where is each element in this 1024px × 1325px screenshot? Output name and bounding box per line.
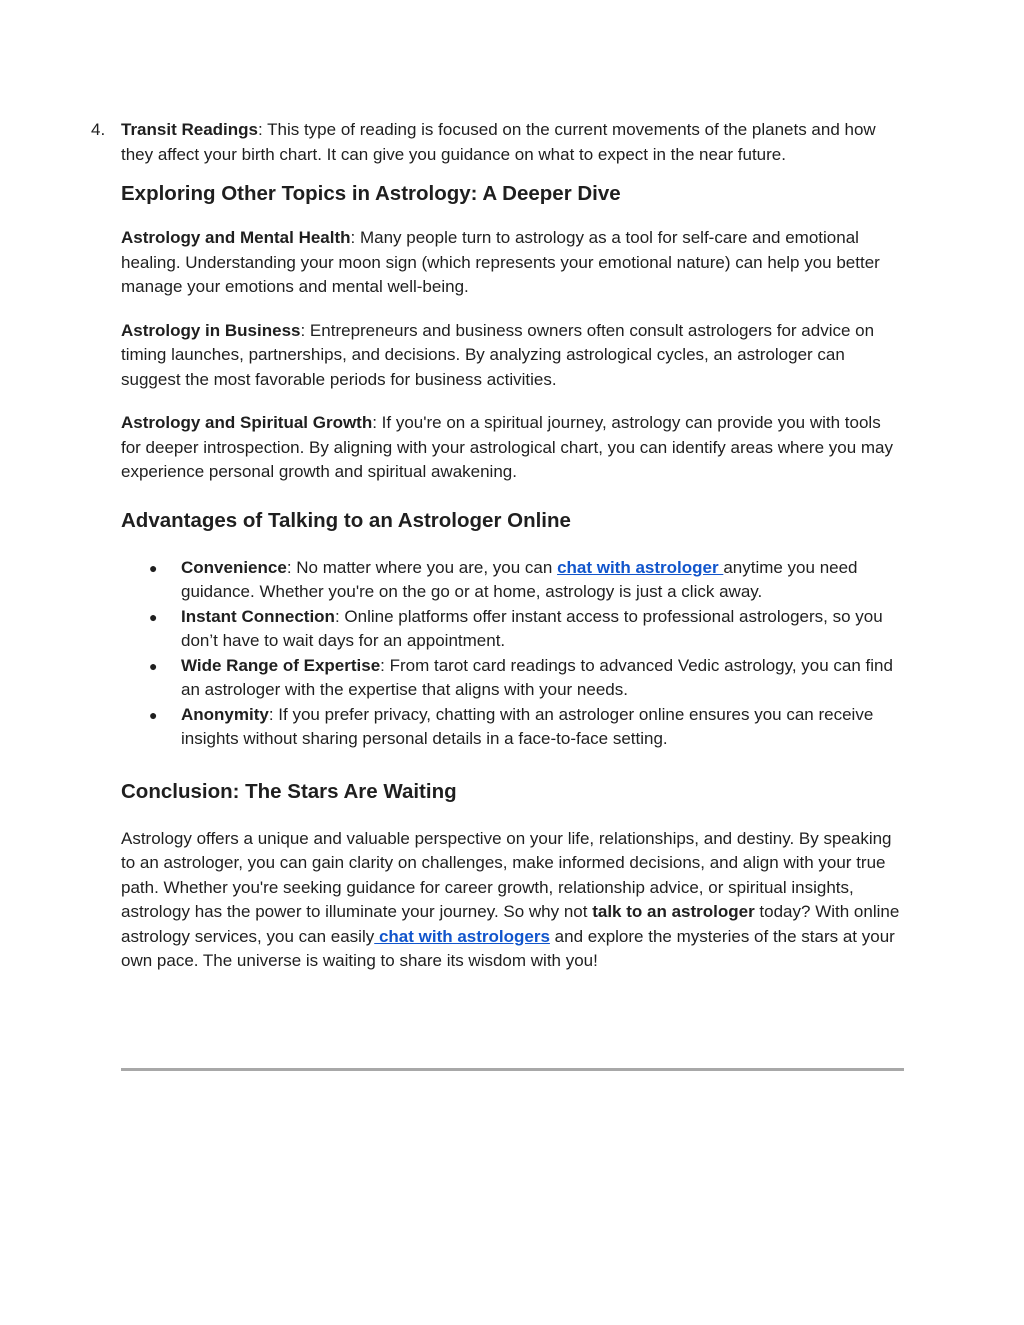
list-item-wide-range: [121, 654, 905, 703]
item-text: : No matter where you are, you can: [286, 557, 558, 577]
horizontal-divider: [121, 1068, 904, 1071]
bullet-icon: ●: [149, 559, 158, 576]
item-text: : This type of reading is focused on the current movements of the planets and how they affect your birth chart. It can give you guidance on what to expect in the near future.: [121, 120, 876, 164]
item-title: Instant Connection: [181, 606, 335, 626]
paragraph-spiritual-growth: [121, 411, 905, 485]
paragraph-mental-health: [121, 226, 905, 300]
paragraph-business: [121, 319, 905, 393]
paragraph-title: Astrology and Mental Health: [121, 228, 351, 247]
paragraph-text: today? With online astrology services, you can easily: [121, 902, 900, 946]
list-item-convenience: [121, 556, 905, 605]
list-item-anonymity: [121, 703, 905, 752]
item-text: : From tarot card readings to advanced Vedic astrology, you can find an astrologer with the expertise that aligns with your needs.: [181, 655, 893, 699]
paragraph-text: Astrology offers a unique and valuable perspective on your life, relationships, and destiny. By speaking to an astrologer, you can gain clarity on challenges, make informed decisions, and align with your true path. Whether you're seeking guidance for career growth, relationship advice, or spiritual insights, astrology has the power to illuminate your journey. So why not: [121, 828, 892, 921]
item-text: : Online platforms offer instant access to professional astrologers, so you don’t have to wait days for an appointment.: [181, 606, 883, 650]
item-title: Wide Range of Expertise: [181, 655, 381, 675]
bullet-icon: ●: [149, 657, 158, 674]
paragraph-conclusion: [121, 827, 905, 974]
paragraph-text: : Many people turn to astrology as a tool for self-care and emotional healing. Understanding your moon sign (which represents your emotional nature) can help you better manage your emotions and mental well-being.: [121, 228, 880, 296]
section-heading-exploring: Exploring Other Topics in Astrology: A Deeper Dive: [121, 182, 621, 205]
paragraph-text: : Entrepreneurs and business owners often consult astrologers for advice on timing launches, partnerships, and decisions. By analyzing astrological cycles, an astrologer can suggest the most favorable periods for business activities.: [121, 320, 875, 389]
document-page: [91, 118, 905, 993]
bullet-icon: ●: [149, 608, 158, 625]
paragraph-text: : If you're on a spiritual journey, astrology can provide you with tools for deeper introspection. By aligning with your astrological chart, you can identify areas where you may experience personal growth and spiritual awakening.: [121, 413, 894, 481]
item-title: Anonymity: [181, 704, 269, 724]
list-item-instant-connection: [121, 605, 905, 654]
paragraph-title: Astrology in Business: [121, 320, 301, 340]
section-heading-advantages: Advantages of Talking to an Astrologer Online: [121, 508, 571, 532]
item-title: Transit Readings: [121, 120, 258, 139]
paragraph-text: and explore the mysteries of the stars at your own pace. The universe is waiting to share its wisdom with you!: [121, 926, 895, 970]
bullet-icon: ●: [149, 706, 158, 723]
advantages-list: [121, 556, 905, 752]
paragraph-title: Astrology and Spiritual Growth: [121, 413, 373, 432]
section-heading-conclusion: Conclusion: The Stars Are Waiting: [121, 779, 457, 803]
chat-with-astrologers-link[interactable]: chat with astrologers: [374, 926, 550, 946]
chat-with-astrologer-link[interactable]: chat with astrologer: [557, 557, 724, 577]
numbered-item-transit-readings: [61, 118, 905, 167]
item-title: Convenience: [181, 557, 287, 577]
bold-phrase: talk to an astrologer: [592, 902, 755, 921]
item-text: : If you prefer privacy, chatting with an astrologer online ensures you can receive insights without sharing personal details in a face-to-face setting.: [181, 704, 874, 748]
list-number: 4.: [91, 120, 106, 139]
item-text: anytime you need guidance. Whether you're on the go or at home, astrology is just a click away.: [181, 557, 858, 601]
